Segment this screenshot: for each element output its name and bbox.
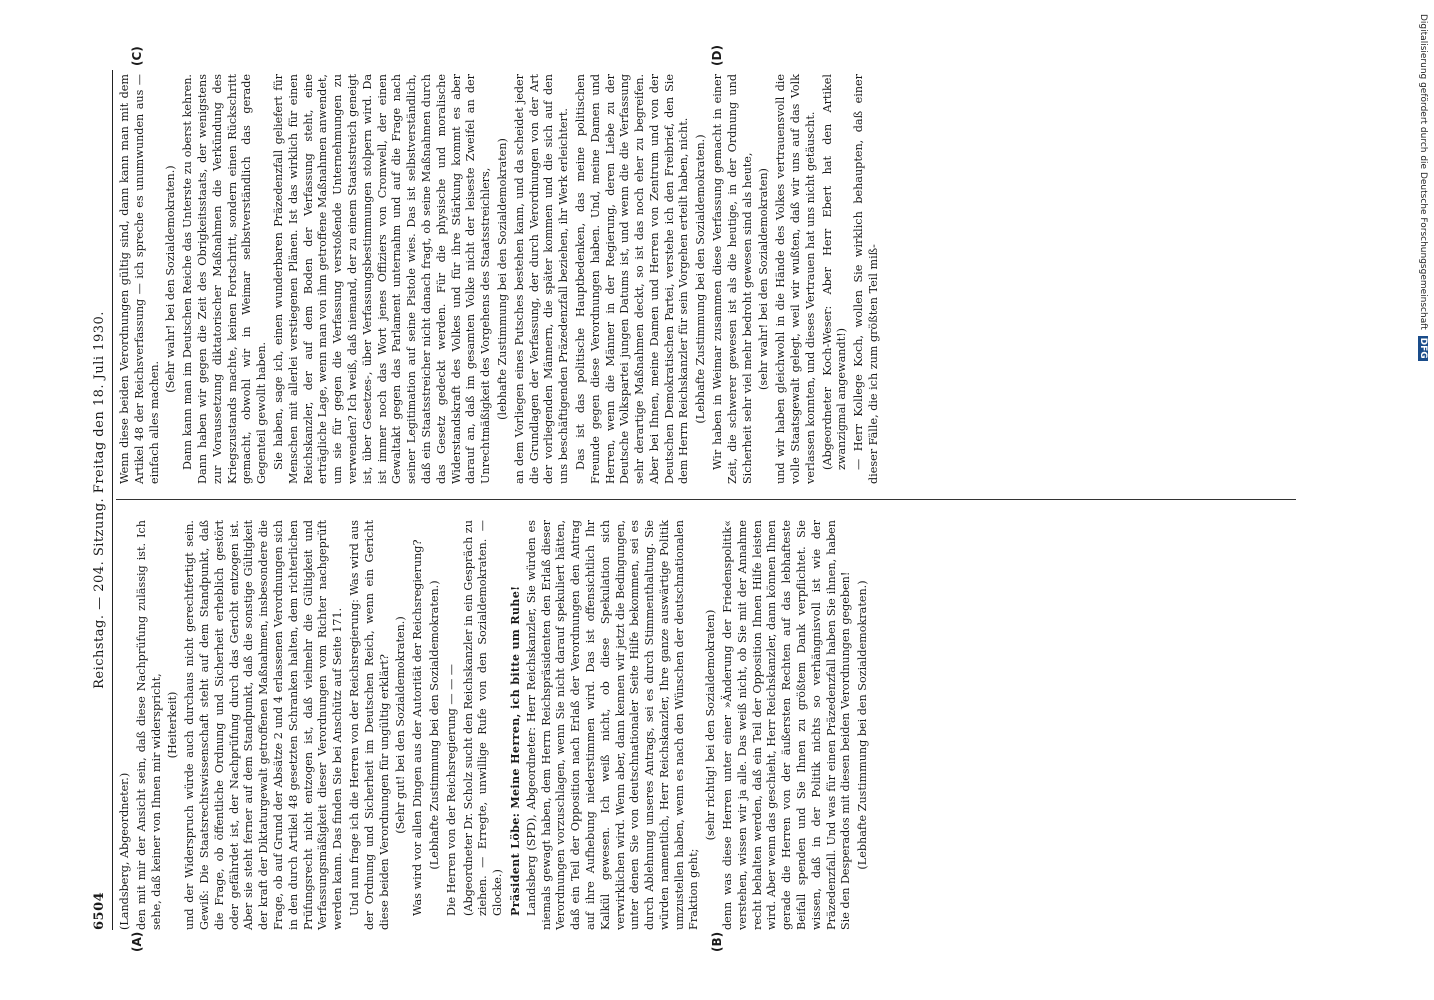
funding-text: Digitalisierung gefördert durch die Deutsche Forschungsgemeinschaft: [1418, 14, 1428, 330]
left-column: [118, 520, 873, 930]
page-number: 6504: [92, 891, 107, 930]
right-column: [118, 74, 884, 484]
interjection: (sehr wahr! bei den Sozialdemokraten): [757, 168, 771, 390]
margin-marker-d: (D): [710, 45, 724, 66]
interjection: (Sehr wahr! bei den Sozialdemokraten.): [164, 165, 178, 393]
paragraph: Das ist das politische Hauptbedenken, das meine politischen Freunde gegen diese Verordnungen haben. Und, meine Damen und Herren, wenn die Männer in der Regierung, deren Liebe zu der Deutsche Volkspartei jungen Datums ist, und wenn die die Verfassung sehr derartige Maßnahmen deckt, so ist das noch eher zu begreifen. Aber bei Ihnen, meine Damen und Herren von Zentrum und von der Deutschen Demokratischen Partei, verstehe ich den Freibrief, den Sie dem Herrn Reichskanzler für sein Vorgehen erteilt haben, nicht.: [573, 74, 691, 484]
page-title: Reichstag. — 204. Sitzung. Freitag den 18. Juli 1930.: [92, 311, 107, 689]
interjection: (sehr richtig! bei den Sozialdemokraten): [704, 609, 718, 841]
president-line: Präsident Löbe: Meine Herren, ich bitte um Ruhe!: [507, 585, 522, 916]
paragraph: Was wird vor allen Dingen aus der Autorität der Reichsregierung?: [411, 539, 425, 916]
interjection: (Lebhafte Zustimmung bei den Sozialdemokraten.): [427, 580, 441, 870]
paragraph: und wir haben gleichwohl in die Hände des Volkes vertrauensvoll die volle Staatsgewalt gelegt, weil wir wußten, daß wir uns auf das Volk verlassen konnten, und dieses Vertrauen hat uns nicht getäuscht.: [774, 74, 817, 484]
funding-note: [1412, 14, 1428, 394]
page-header: [90, 70, 112, 930]
paragraph: Wir haben in Weimar zusammen diese Verfassung gemacht in einer Zeit, die schwerer gewesen ist als die heutige, in der Ordnung und Sicherheit sehr viel mehr bedroht gewesen sind als heute,: [711, 74, 754, 484]
interjection: (lebhafte Zustimmung bei den Sozialdemokraten): [495, 138, 509, 420]
interjection: (Sehr gut! bei den Sozialdemokraten.): [394, 616, 408, 834]
speaker-line: (Landsberg, Abgeordneter.): [118, 772, 131, 930]
column-divider: [116, 499, 1296, 500]
dfg-logo: DFG: [1418, 337, 1428, 359]
rotated-page: [90, 45, 1305, 952]
interjection: (Abgeordneter Dr. Scholz sucht den Reichskanzler in ein Gespräch zu ziehen. — Erregte, unwillige Rufe von den Sozialdemokraten. — Glocke.): [461, 520, 505, 916]
interjection: (Heiterkeit): [166, 691, 180, 759]
margin-marker-a: (A): [130, 931, 144, 952]
paragraph: — Herr Kollege Koch, wollen Sie wirklich behaupten, daß einer dieser Fälle, die ich zum größten Teil miß-: [852, 74, 881, 484]
paragraph: denn was diese Herren unter einer »Änderung der Friedenspolitik« verstehen, wissen wir ja alle. Das weiß nicht, ob Sie mit der Annahme recht behalten werden, daß ein Teil der Opposition Ihnen Hilfe leisten wird. Aber wenn das geschieht, Herr Reichskanzler, dann können Ihnen gerade die Herren von der äußersten Rechten auf das lebhafteste Beifall spenden und Sie Ihnen zu größtem Dank verpflichtet. Sie wissen, daß in der Politik nichts so verhängnisvoll ist wie der Präzedenzfall. Und was für einen Präzedenzfall haben Sie ihnen, haben Sie den Desperados mit diesen beiden Verordnungen gegeben!: [721, 520, 853, 930]
margin-marker-c: (C): [130, 46, 144, 66]
margin-marker-b: (B): [710, 931, 724, 952]
paragraph: Sie haben, sage ich, einen wunderbaren Präzedenzfall geliefert für Menschen mit allerlei verstiegenen Plänen. Ist das wirklich für einen Reichskanzler, der auf dem Boden der Verfassung steht, eine erträgliche Lage, wenn man von ihm getroffene Maßnahmen anwendet, um sie für gegen die Verfassung verstoßende Unternehmungen zu verwenden? Ich weiß, daß niemand, der zu einem Staatsstreich geneigt ist, über Gesetzes-, über Verfassungsbestimmungen stolpern wird. Da ist immer noch das Wort jenes Offiziers von Cromwell, der einen Gewaltakt gegen das Parlament unternahm und auf die Frage nach seiner Legitimation auf seine Pistole wies. Das ist selbstverständlich, daß ein Staatsstreicher nicht danach fragt, ob seine Maßnahmen durch das Gesetz gedeckt werden. Für die physische und moralische Widerstandskraft des Volkes und für ihre Stärkung kommt es aber darauf an, daß im gesamten Volke nicht der leiseste Zweifel an der Unrechtmäßigkeit des Vorgehens des Staatsstreichlers,: [271, 74, 493, 484]
interjection: (Abgeordneter Koch-Weser: Aber Herr Ebert hat den Artikel zwanzigmal angewandt!): [820, 74, 849, 470]
paragraph: Wenn diese beiden Verordnungen gültig sind, dann kann man mit dem Artikel 48 der Reichsverfassung — ich spreche es unumwunden aus — einfach alles machen.: [118, 74, 161, 484]
header-rule: [112, 70, 113, 930]
paragraph: an dem Vorliegen eines Putsches bestehen kann, und da scheidet jeder die Grundlagen der Verfassung, der durch Verordnungen von der Art der vorliegenden Männern, die später kommen und die sich auf den uns beschäftigenden Präzedenzfall beziehen, ihr Werk erleichtert.: [512, 74, 571, 484]
paragraph: Und nun frage ich die Herren von der Reichsregierung: Was wird aus der Ordnung und Sicherheit im Deutschen Reich, wenn ein Gericht diese beiden Verordnungen für ungültig erklärt?: [347, 520, 391, 930]
paragraph: Dann kann man im Deutschen Reiche das Unterste zu oberst kehren. Dann haben wir gegen die Zeit des Obrigkeitsstaats, der wenigstens zur Voraussetzung diktatorischer Maßnahmen die Verkündung des Kriegszustands machte, keinen Fortschritt, sondern einen Rückschritt gemacht, obwohl wir in Weimar selbstverständlich das gerade Gegenteil gewollt haben.: [181, 74, 269, 484]
paragraph: Die Herren von der Reichsregierung — — —: [444, 664, 458, 916]
paragraph: und der Widerspruch würde auch durchaus nicht gerechtfertigt sein. Gewiß: Die Staatsrechtswissenschaft steht auf dem Standpunkt, daß die Frage, ob öffentliche Ordnung und Sicherheit erheblich gestört oder gefährdet ist, der Nachprüfung durch das Gericht entzogen ist. Aber sie steht ferner auf dem Standpunkt, daß die sonstige Gültigkeit der kraft der Diktaturgewalt getroffenen Maßnahmen, insbesondere die Frage, ob auf Grund der Absätze 2 und 4 erlassenen Verordnungen sich in den durch Artikel 48 gesetzten Schranken halten, dem richterlichen Prüfungsrecht nicht entzogen ist, daß vielmehr die Gültigkeit und Verfassungsmäßigkeit dieser Verordnungen vom Richter nachgeprüft werden kann. Das finden Sie bei Anschütz auf Seite 171.: [183, 520, 345, 930]
interjection: (Lebhafte Zustimmung bei den Sozialdemokraten.): [694, 134, 708, 424]
paragraph: den mit mir der Ansicht sein, daß diese Nachprüfung zulässig ist. Ich sehe, daß keiner von Ihnen mir widerspricht,: [134, 520, 163, 930]
paragraph: Landsberg (SPD), Abgeordneter: Herr Reichskanzler, Sie würden es niemals gewagt haben, dem Herrn Reichspräsidenten den Erlaß dieser Verordnungen vorzuschlagen, wenn Sie nicht darauf spekuliert hätten, daß ein Teil der Opposition nach Erlaß der Verordnungen den Antrag auf ihre Aufhebung niederstimmen wird. Das ist offensichtlich Ihr Kalkül gewesen. Ich weiß nicht, ob diese Spekulation sich verwirklichen wird. Wenn aber, dann kennen wir jetzt die Bedingungen, unter denen Sie von deutschnationaler Seite Hilfe bekommen, sei es durch Ablehnung unseres Antrags, sei es durch Stimmenthaltung. Sie würden namentlich, Herr Reichskanzler, Ihre ganze auswärtige Politik umzustellen haben, wenn es nach den Wünschen der deutschnationalen Fraktion geht;: [524, 520, 701, 930]
interjection: (Lebhafte Zustimmung bei den Sozialdemokraten.): [856, 580, 870, 870]
